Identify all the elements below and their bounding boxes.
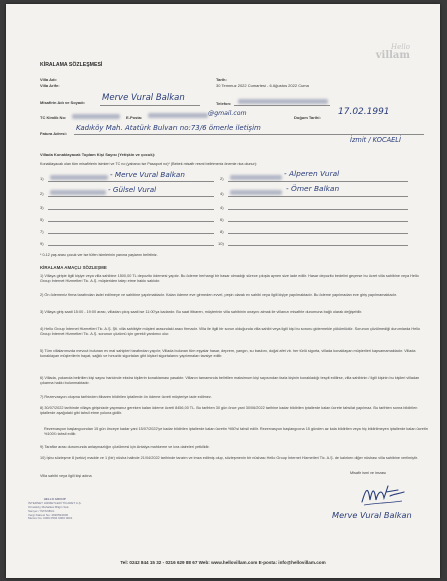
document-title: KİRALAMA SÖZLEŞMESİ bbox=[40, 62, 103, 68]
guest-num: 3) bbox=[40, 205, 44, 210]
guest-name: - Merve Vural Balkan bbox=[110, 170, 185, 179]
date-value: 30 Temmuz 2022 Cumartesi - 6 Ağustos 2022 Cuma bbox=[216, 83, 309, 88]
guest-line bbox=[228, 221, 408, 222]
term-9: 9) Taraflar arası durumunda anlaşmazlığın çözülmesi için Antalya mahkeme ve icra daireleri yetkilidir. bbox=[40, 445, 210, 449]
guest-num: 9) bbox=[40, 241, 44, 246]
guest-list-note: Konaklayacak olan tüm misafirlerin isimleri ve TC no (yabancı ise Pasaport no)* (Bebek misafir resmi belirtmeniz önemle rica olunur): bbox=[40, 162, 257, 166]
guest-num: 2) bbox=[40, 191, 44, 196]
guest-line bbox=[48, 233, 214, 234]
term-10: 10) İşbu sözleşme 8 (sekiz) madde ve 1 (bir) nüsha halinde 21/04/2022 tarihinde tanzim ve imza edilmiş olup, sözleşmenin bir nüshası Hello Group İnternet Hizmetleri Tic. A.Ş. de kalırken diğer nüshası villa sahibine verilmiştir. bbox=[40, 456, 418, 460]
guest-name-text: Alperen Vural bbox=[289, 169, 340, 178]
guest-name-text: Merve Vural Balkan bbox=[114, 170, 185, 179]
term-8-cancellation: Rezervasyon başlangıcından 15 gün önceye kadar yani 15/07/2022'ye kadar bildirilen iptallerde kalan ücretin %50'si tahsil edilir. Rezervasyon başlangıcına 15 günden az kala bildirilen veya hiç bildirilmeyen iptallerde kalan ücretin %100'ü tahsil edilir. bbox=[44, 427, 428, 436]
phone-line bbox=[234, 105, 330, 106]
term-2: 2) Ön ödemeniz firma tarafından iadei edilmeye ve sahibine yapılmaktadır. Kalan ödeme eve girmeden evvel, peşin olarak ev sahibi veya ilgili kişiye yapılmaktadır. Bu ödeme yapılmadan eve giriş yapılmamaktadır. bbox=[40, 293, 397, 297]
guest-line bbox=[48, 245, 214, 246]
term-3: 3) Villaya giriş saati 15:00 - 19:00 arası, villadan çıkış saati ise 11:00'ya kadardır. Bu saat itibaren, müşterinin villa sahibinin onayını almak ile villanızı misafirle durumuna bağlı olarak değişebilir. bbox=[40, 310, 363, 314]
date-label: Tarih: bbox=[216, 77, 227, 82]
guest-name: - Gülsel Vural bbox=[108, 185, 157, 194]
term-1: 1) Villaya girişte ilgili kişiye veya villa sahibine 1500,00 TL depozito ödemesi yapılır. Bu ödeme herhangi bir hasar olmadığı sürece çıkışta aynen size iade edilir. Hasar depozito bedelini geçerse bu ücret villa sahibine veya Hello Group İnternet Hizmetleri Tic. A.Ş. müşteriden talep etme hakkı saklıdır. bbox=[40, 274, 419, 283]
guest-num: 1) bbox=[40, 176, 44, 181]
logo-hello: Hello bbox=[391, 43, 410, 51]
term-4: 4) Hello Group İnternet Hizmetleri Tic. A.Ş. Şti. villa sahibiyle müşteri arasındaki aracı firmadır. Villa ile ilgili bir sorun olduğunda villa sahibi veya ilgili kişi bu sorunu gidermekle yükümlüdür. Sorunun çözülmediği durumlarda Hello Group İnternet Hizmetleri Tic. A.Ş. sorunun çözümü için gerekli yardımcı olur. bbox=[40, 327, 421, 336]
logo-villam: villam bbox=[375, 50, 410, 61]
guest-num: 4) bbox=[220, 205, 224, 210]
hello-villam-logo bbox=[376, 44, 410, 61]
guest-line bbox=[228, 245, 408, 246]
contact-footer: Tel: 0242 844 15 32 - 0216 629 88 67 Web: www.hellovillam.com E-posta: info@hellovillam.com bbox=[120, 560, 326, 565]
phone-redacted bbox=[238, 99, 328, 104]
email-label: E-Posta: bbox=[126, 115, 143, 120]
birth-label: Doğum Tarihi: bbox=[294, 115, 321, 120]
owner-signature-label: Villa sahibi veya ilgili kişi adına bbox=[40, 474, 92, 478]
guest-id-redacted bbox=[50, 175, 108, 180]
guest-signature-name: Merve Vural Balkan bbox=[332, 510, 412, 520]
email-value: @gmail.com bbox=[208, 110, 247, 117]
guest-num: 4) bbox=[220, 191, 224, 196]
villa-arife-label: Villa Arife: bbox=[40, 83, 60, 88]
guest-line bbox=[228, 209, 408, 210]
guest-num: 7) bbox=[40, 229, 44, 234]
billing-address-line bbox=[74, 134, 424, 135]
phone-label: Telefon: bbox=[216, 101, 232, 106]
guest-name-text: Gülsel Vural bbox=[112, 185, 157, 194]
guest-name-text: Ömer Balkan bbox=[291, 184, 340, 193]
age-note: * 0-12 yaş arası çocuk ver ise tüfen isimlerinin yanına yaşlarını belirtiniz. bbox=[40, 253, 158, 257]
billing-address-label: Fatura Adresi: bbox=[40, 131, 67, 136]
guest-name: - Alperen Vural bbox=[284, 169, 340, 178]
guest-line bbox=[228, 181, 408, 182]
guest-name: - Ömer Balkan bbox=[286, 184, 340, 193]
billing-address-value: Kadıköy Mah. Atatürk Bulvarı no:73/6 ömerle iletişim bbox=[76, 124, 261, 132]
guest-name-line bbox=[100, 105, 200, 106]
guest-name-label: Misafirin Adı ve Soyadı: bbox=[40, 100, 85, 105]
email-redacted bbox=[148, 113, 208, 118]
stamp-line: HELLO GROUP bbox=[43, 497, 66, 501]
tc-redacted bbox=[72, 114, 120, 119]
guest-line bbox=[48, 221, 214, 222]
guest-id-redacted bbox=[50, 190, 106, 195]
terms-title: KİRALAMA AMAÇLI SÖZLEŞME bbox=[40, 265, 107, 270]
villa-name-label: Villa Adı: bbox=[40, 77, 57, 82]
stamp-line: Mersis No: 0469 0594 9060 0001 bbox=[28, 516, 73, 521]
guest-signature-label: Misafir ismi ve imzası bbox=[350, 471, 387, 475]
term-8: 8) 30/07/2022 tarihinde villaya girişinizde yapmanız gereken kalan ödeme ücreti 8456,00 TL. Bu tarihten 30 gün önce yani 30/06/2022 tarihine kadar bildirilen iptallerde kalan ücrete tahsilat yapılmaz. Bu tarihten sonra bildirilen iptallerde aşağıdaki gibi tahsil etme yoluna gidilir. bbox=[40, 406, 418, 415]
birth-value: 17.02.1991 bbox=[338, 107, 390, 117]
company-stamp bbox=[28, 498, 82, 521]
stamp-line: Sarıyer / İSTANBUL bbox=[28, 508, 55, 513]
guest-line bbox=[48, 209, 214, 210]
guest-num: 10) bbox=[218, 241, 224, 246]
guest-num: 2) bbox=[220, 176, 224, 181]
term-6: 6) Villada, yukarıda belirtilen kişi sayısı haricinde ekstra kişilerin konaklaması yasaktır. Villanın tamamında belirtilen maksimum kişi sayısından fazla kişinin konakladığı tespit edilirse, villa sahibinin / ilgili kişinin bu kişileri villadan çıkarma hakkı bulunmaktadır. bbox=[40, 376, 420, 385]
guest-line bbox=[228, 196, 408, 197]
contract-page bbox=[6, 4, 440, 578]
guest-id-redacted bbox=[230, 190, 282, 195]
guest-num: 8) bbox=[220, 229, 224, 234]
guest-line bbox=[48, 181, 214, 182]
guest-name-value: Merve Vural Balkan bbox=[102, 93, 185, 103]
billing-address-city: İzmit / KOCAELİ bbox=[350, 136, 401, 144]
term-5: 5) Tüm villalarımızda mevcut bulunan ev mal sahipleri tarafından yapılır; Villada bulunan tüm eşyalar hasar, deprem, yangın, su baskını, doğal afet vb. her türlü sigorta, villada konaklayan müşterileri kapsamamaktadır. Villada konaklayan müşterilerin hayat, sağlık ve hırsızlık sigortaları gibi kişisel sigortalarını yaptırmaları tavsiye edilir. bbox=[40, 349, 416, 358]
guest-count-title: Villada Konaklayacak Toplam Kişi Sayısı (Yetişkin ve çocuk): bbox=[40, 152, 156, 157]
guest-line bbox=[48, 196, 214, 197]
guest-id-redacted bbox=[230, 175, 282, 180]
guest-line bbox=[228, 233, 408, 234]
tc-label: TC Kimlik No: bbox=[40, 115, 67, 120]
guest-num: 6) bbox=[220, 217, 224, 222]
stamp-line: Vergi Dairesi No: 4690594906 bbox=[28, 512, 69, 517]
term-7: 7) Rezervasyon oluşma tarihinden itibaren bildirilen iptallerde ön ödeme ücreti müşteriye iade edilmez. bbox=[40, 395, 212, 399]
stamp-line: Ornekköy Mahallesi Bilgin Sok. bbox=[28, 504, 70, 509]
stamp-line: İNTERNET HİZMETLERİ TİCARET A.Ş. bbox=[28, 500, 82, 505]
guest-signature bbox=[358, 482, 406, 508]
guest-num: 5) bbox=[40, 217, 44, 222]
